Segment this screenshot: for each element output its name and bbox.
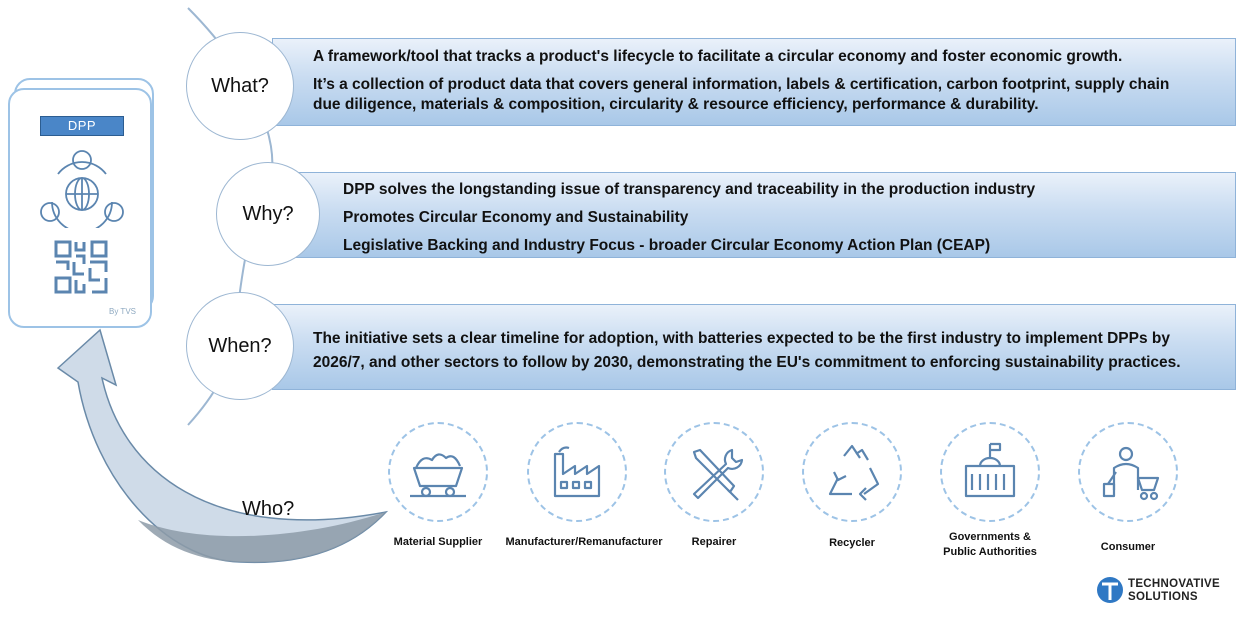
stakeholder-manufacturer (527, 422, 627, 522)
what-bar (272, 38, 1236, 126)
when-line-1: The initiative sets a clear timeline for adoption, with batteries expected to be the first industry to implement DPPs by (313, 330, 1170, 347)
when-question: When? (208, 334, 272, 357)
stakeholder-label-governments-line1: Governments & (949, 531, 1031, 543)
factory-icon (529, 424, 625, 520)
why-circle (216, 162, 320, 266)
mine-cart-icon (390, 424, 486, 520)
when-line-2: 2026/7, and other sectors to follow by 2030, demonstrating the EU's commitment to enforcing sustainability practices. (313, 354, 1181, 371)
stakeholder-repairer (664, 422, 764, 522)
what-circle (186, 32, 294, 140)
dpp-label: DPP (40, 116, 124, 136)
technovative-logo-icon (1096, 574, 1124, 606)
recycle-icon (804, 424, 900, 520)
stakeholder-governments (940, 422, 1040, 522)
stakeholder-label-repairer: Repairer (691, 536, 737, 548)
shopping-consumer-icon (1080, 424, 1176, 520)
stakeholder-recycler (802, 422, 902, 522)
stakeholder-label-recycler: Recycler (829, 537, 875, 549)
logo-line-2: SOLUTIONS (1128, 591, 1198, 603)
stakeholder-label-governments (930, 530, 1050, 560)
why-question: Why? (242, 202, 294, 225)
logo-line-1: TECHNOVATIVE (1128, 578, 1220, 590)
stakeholder-label-manufacturer: Manufacturer/Remanufacturer (505, 536, 663, 548)
what-question: What? (211, 74, 269, 97)
tools-icon (666, 424, 762, 520)
why-line-2: Promotes Circular Economy and Sustainability (343, 209, 689, 226)
who-question: Who? (242, 498, 295, 520)
why-line-3: Legislative Backing and Industry Focus - broader Circular Economy Action Plan (CEAP) (343, 237, 991, 254)
what-line-2: It’s a collection of product data that covers general information, labels & certification, carbon footprint, supply chain (313, 76, 1170, 93)
technovative-logo-text (1128, 578, 1220, 604)
government-building-icon (942, 424, 1038, 520)
credit-text: By TVS (109, 307, 136, 316)
stakeholder-consumer (1078, 422, 1178, 522)
why-line-1: DPP solves the longstanding issue of transparency and traceability in the production industry (343, 181, 1036, 198)
stakeholder-label-governments-line2: Public Authorities (943, 546, 1037, 558)
when-bar (272, 304, 1236, 390)
stakeholder-label-consumer: Consumer (1100, 541, 1156, 553)
why-bar (296, 172, 1236, 258)
what-line-3: due diligence, materials & composition, circularity & resource efficiency, performance & durability. (313, 96, 1039, 113)
what-line-1: A framework/tool that tracks a product's lifecycle to facilitate a circular economy and foster economic growth. (313, 48, 1123, 65)
stakeholder-material-supplier (388, 422, 488, 522)
stakeholder-label-material-supplier: Material Supplier (393, 536, 483, 548)
when-circle (186, 292, 294, 400)
